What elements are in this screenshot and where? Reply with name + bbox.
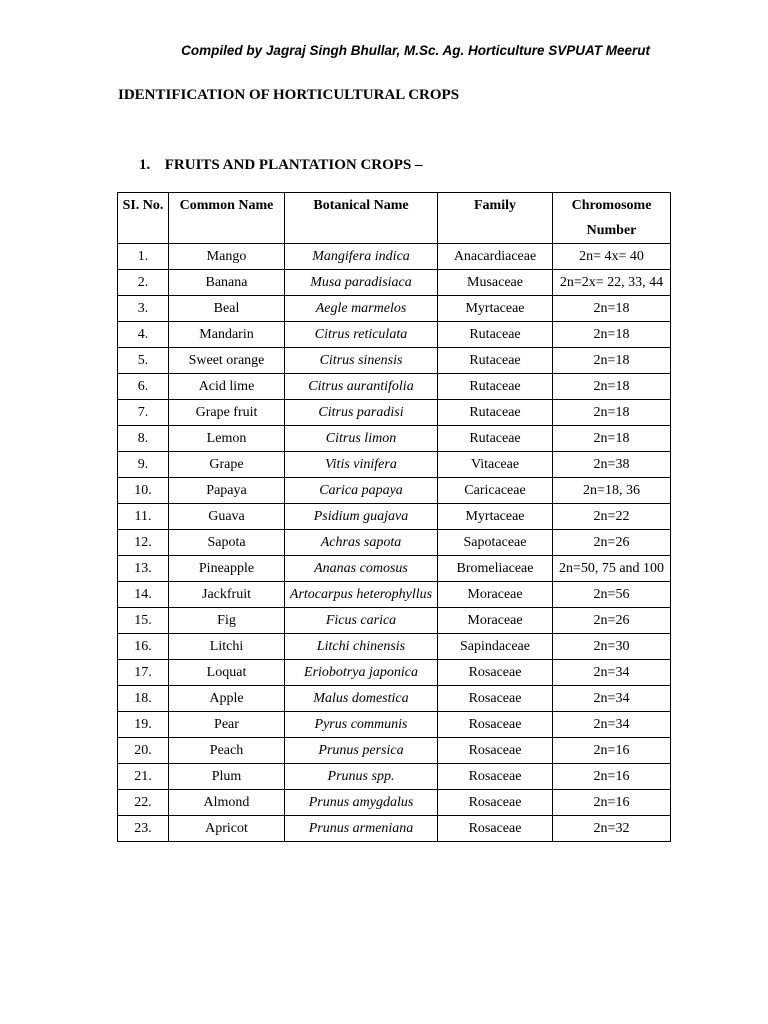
cell-common-name: Grape fruit <box>169 400 285 426</box>
table-row <box>118 790 671 816</box>
cell-chromosome-number: 2n=18 <box>553 400 671 426</box>
header-family: Family <box>438 193 553 244</box>
cell-chromosome-number: 2n=34 <box>553 660 671 686</box>
cell-sl-no: 16. <box>118 634 169 660</box>
cell-chromosome-number: 2n=22 <box>553 504 671 530</box>
table-row <box>118 322 671 348</box>
cell-sl-no: 3. <box>118 296 169 322</box>
cell-botanical-name: Citrus sinensis <box>285 348 438 374</box>
cell-common-name: Loquat <box>169 660 285 686</box>
cell-botanical-name: Prunus amygdalus <box>285 790 438 816</box>
cell-common-name: Almond <box>169 790 285 816</box>
cell-botanical-name: Ananas comosus <box>285 556 438 582</box>
cell-family: Rutaceae <box>438 400 553 426</box>
cell-chromosome-number: 2n=50, 75 and 100 <box>553 556 671 582</box>
cell-botanical-name: Mangifera indica <box>285 244 438 270</box>
cell-chromosome-number: 2n= 4x= 40 <box>553 244 671 270</box>
cell-family: Sapotaceae <box>438 530 553 556</box>
cell-chromosome-number: 2n=26 <box>553 608 671 634</box>
header-credit: Compiled by Jagraj Singh Bhullar, M.Sc. Ag. Horticulture SVPUAT Meerut <box>181 43 650 58</box>
cell-common-name: Pear <box>169 712 285 738</box>
cell-chromosome-number: 2n=18, 36 <box>553 478 671 504</box>
cell-common-name: Sweet orange <box>169 348 285 374</box>
cell-common-name: Apricot <box>169 816 285 842</box>
cell-family: Caricaceae <box>438 478 553 504</box>
cell-chromosome-number: 2n=18 <box>553 348 671 374</box>
cell-chromosome-number: 2n=16 <box>553 738 671 764</box>
cell-sl-no: 1. <box>118 244 169 270</box>
cell-family: Rosaceae <box>438 686 553 712</box>
cell-sl-no: 11. <box>118 504 169 530</box>
cell-family: Rosaceae <box>438 660 553 686</box>
table-row <box>118 686 671 712</box>
cell-botanical-name: Prunus persica <box>285 738 438 764</box>
cell-botanical-name: Malus domestica <box>285 686 438 712</box>
cell-botanical-name: Citrus paradisi <box>285 400 438 426</box>
cell-botanical-name: Artocarpus heterophyllus <box>285 582 438 608</box>
table-header <box>118 193 671 244</box>
cell-botanical-name: Psidium guajava <box>285 504 438 530</box>
cell-family: Musaceae <box>438 270 553 296</box>
cell-family: Rutaceae <box>438 426 553 452</box>
cell-common-name: Litchi <box>169 634 285 660</box>
table-row <box>118 296 671 322</box>
cell-botanical-name: Eriobotrya japonica <box>285 660 438 686</box>
table-body <box>118 244 671 842</box>
section-heading-text: FRUITS AND PLANTATION CROPS – <box>164 157 423 173</box>
cell-family: Rutaceae <box>438 322 553 348</box>
table-row <box>118 452 671 478</box>
table-row <box>118 764 671 790</box>
header-sl-no: SI. No. <box>118 193 169 244</box>
cell-common-name: Sapota <box>169 530 285 556</box>
table-row <box>118 400 671 426</box>
header-chromosome-number: Chromosome Number <box>553 193 671 244</box>
cell-common-name: Guava <box>169 504 285 530</box>
table-row <box>118 712 671 738</box>
cell-botanical-name: Vitis vinifera <box>285 452 438 478</box>
cell-chromosome-number: 2n=30 <box>553 634 671 660</box>
cell-sl-no: 5. <box>118 348 169 374</box>
cell-common-name: Fig <box>169 608 285 634</box>
cell-common-name: Lemon <box>169 426 285 452</box>
cell-botanical-name: Carica papaya <box>285 478 438 504</box>
cell-family: Rosaceae <box>438 738 553 764</box>
cell-sl-no: 7. <box>118 400 169 426</box>
cell-sl-no: 18. <box>118 686 169 712</box>
cell-botanical-name: Citrus aurantifolia <box>285 374 438 400</box>
cell-botanical-name: Musa paradisiaca <box>285 270 438 296</box>
cell-sl-no: 9. <box>118 452 169 478</box>
cell-family: Rutaceae <box>438 374 553 400</box>
cell-common-name: Mandarin <box>169 322 285 348</box>
cell-sl-no: 23. <box>118 816 169 842</box>
cell-chromosome-number: 2n=38 <box>553 452 671 478</box>
table-row <box>118 738 671 764</box>
cell-common-name: Mango <box>169 244 285 270</box>
crops-table <box>117 192 671 842</box>
cell-family: Moraceae <box>438 608 553 634</box>
cell-sl-no: 10. <box>118 478 169 504</box>
table-row <box>118 270 671 296</box>
cell-sl-no: 12. <box>118 530 169 556</box>
table-row <box>118 530 671 556</box>
cell-chromosome-number: 2n=32 <box>553 816 671 842</box>
cell-family: Sapindaceae <box>438 634 553 660</box>
cell-botanical-name: Litchi chinensis <box>285 634 438 660</box>
table-row <box>118 374 671 400</box>
cell-chromosome-number: 2n=56 <box>553 582 671 608</box>
cell-family: Bromeliaceae <box>438 556 553 582</box>
table-row <box>118 478 671 504</box>
cell-chromosome-number: 2n=2x= 22, 33, 44 <box>553 270 671 296</box>
cell-chromosome-number: 2n=18 <box>553 296 671 322</box>
cell-family: Rosaceae <box>438 790 553 816</box>
cell-botanical-name: Prunus armeniana <box>285 816 438 842</box>
table-row <box>118 634 671 660</box>
cell-family: Rosaceae <box>438 712 553 738</box>
cell-family: Rutaceae <box>438 348 553 374</box>
cell-botanical-name: Citrus reticulata <box>285 322 438 348</box>
cell-sl-no: 17. <box>118 660 169 686</box>
cell-chromosome-number: 2n=34 <box>553 712 671 738</box>
cell-sl-no: 2. <box>118 270 169 296</box>
cell-common-name: Beal <box>169 296 285 322</box>
cell-common-name: Jackfruit <box>169 582 285 608</box>
cell-sl-no: 8. <box>118 426 169 452</box>
cell-chromosome-number: 2n=16 <box>553 764 671 790</box>
cell-family: Myrtaceae <box>438 296 553 322</box>
cell-sl-no: 6. <box>118 374 169 400</box>
table-row <box>118 660 671 686</box>
cell-chromosome-number: 2n=18 <box>553 374 671 400</box>
cell-family: Myrtaceae <box>438 504 553 530</box>
table-row <box>118 816 671 842</box>
section-number: 1. <box>139 157 151 173</box>
cell-sl-no: 21. <box>118 764 169 790</box>
cell-sl-no: 20. <box>118 738 169 764</box>
cell-chromosome-number: 2n=26 <box>553 530 671 556</box>
cell-chromosome-number: 2n=18 <box>553 322 671 348</box>
cell-botanical-name: Citrus limon <box>285 426 438 452</box>
cell-sl-no: 14. <box>118 582 169 608</box>
header-botanical-name: Botanical Name <box>285 193 438 244</box>
cell-chromosome-number: 2n=18 <box>553 426 671 452</box>
table-row <box>118 504 671 530</box>
cell-common-name: Plum <box>169 764 285 790</box>
cell-family: Rosaceae <box>438 816 553 842</box>
cell-botanical-name: Aegle marmelos <box>285 296 438 322</box>
table-row <box>118 608 671 634</box>
cell-family: Moraceae <box>438 582 553 608</box>
cell-chromosome-number: 2n=16 <box>553 790 671 816</box>
header-common-name: Common Name <box>169 193 285 244</box>
cell-sl-no: 19. <box>118 712 169 738</box>
cell-common-name: Banana <box>169 270 285 296</box>
cell-common-name: Grape <box>169 452 285 478</box>
cell-family: Rosaceae <box>438 764 553 790</box>
cell-family: Anacardiaceae <box>438 244 553 270</box>
cell-sl-no: 15. <box>118 608 169 634</box>
cell-common-name: Papaya <box>169 478 285 504</box>
cell-botanical-name: Ficus carica <box>285 608 438 634</box>
table-row <box>118 426 671 452</box>
table-row <box>118 244 671 270</box>
cell-sl-no: 4. <box>118 322 169 348</box>
cell-common-name: Acid lime <box>169 374 285 400</box>
cell-common-name: Peach <box>169 738 285 764</box>
cell-sl-no: 22. <box>118 790 169 816</box>
cell-botanical-name: Pyrus communis <box>285 712 438 738</box>
cell-sl-no: 13. <box>118 556 169 582</box>
table-row <box>118 582 671 608</box>
document-title: IDENTIFICATION OF HORTICULTURAL CROPS <box>118 87 460 103</box>
table-row <box>118 348 671 374</box>
section-heading <box>139 157 423 174</box>
table-row <box>118 556 671 582</box>
table-header-row <box>118 193 671 244</box>
cell-chromosome-number: 2n=34 <box>553 686 671 712</box>
cell-common-name: Pineapple <box>169 556 285 582</box>
cell-botanical-name: Prunus spp. <box>285 764 438 790</box>
cell-botanical-name: Achras sapota <box>285 530 438 556</box>
cell-common-name: Apple <box>169 686 285 712</box>
cell-family: Vitaceae <box>438 452 553 478</box>
